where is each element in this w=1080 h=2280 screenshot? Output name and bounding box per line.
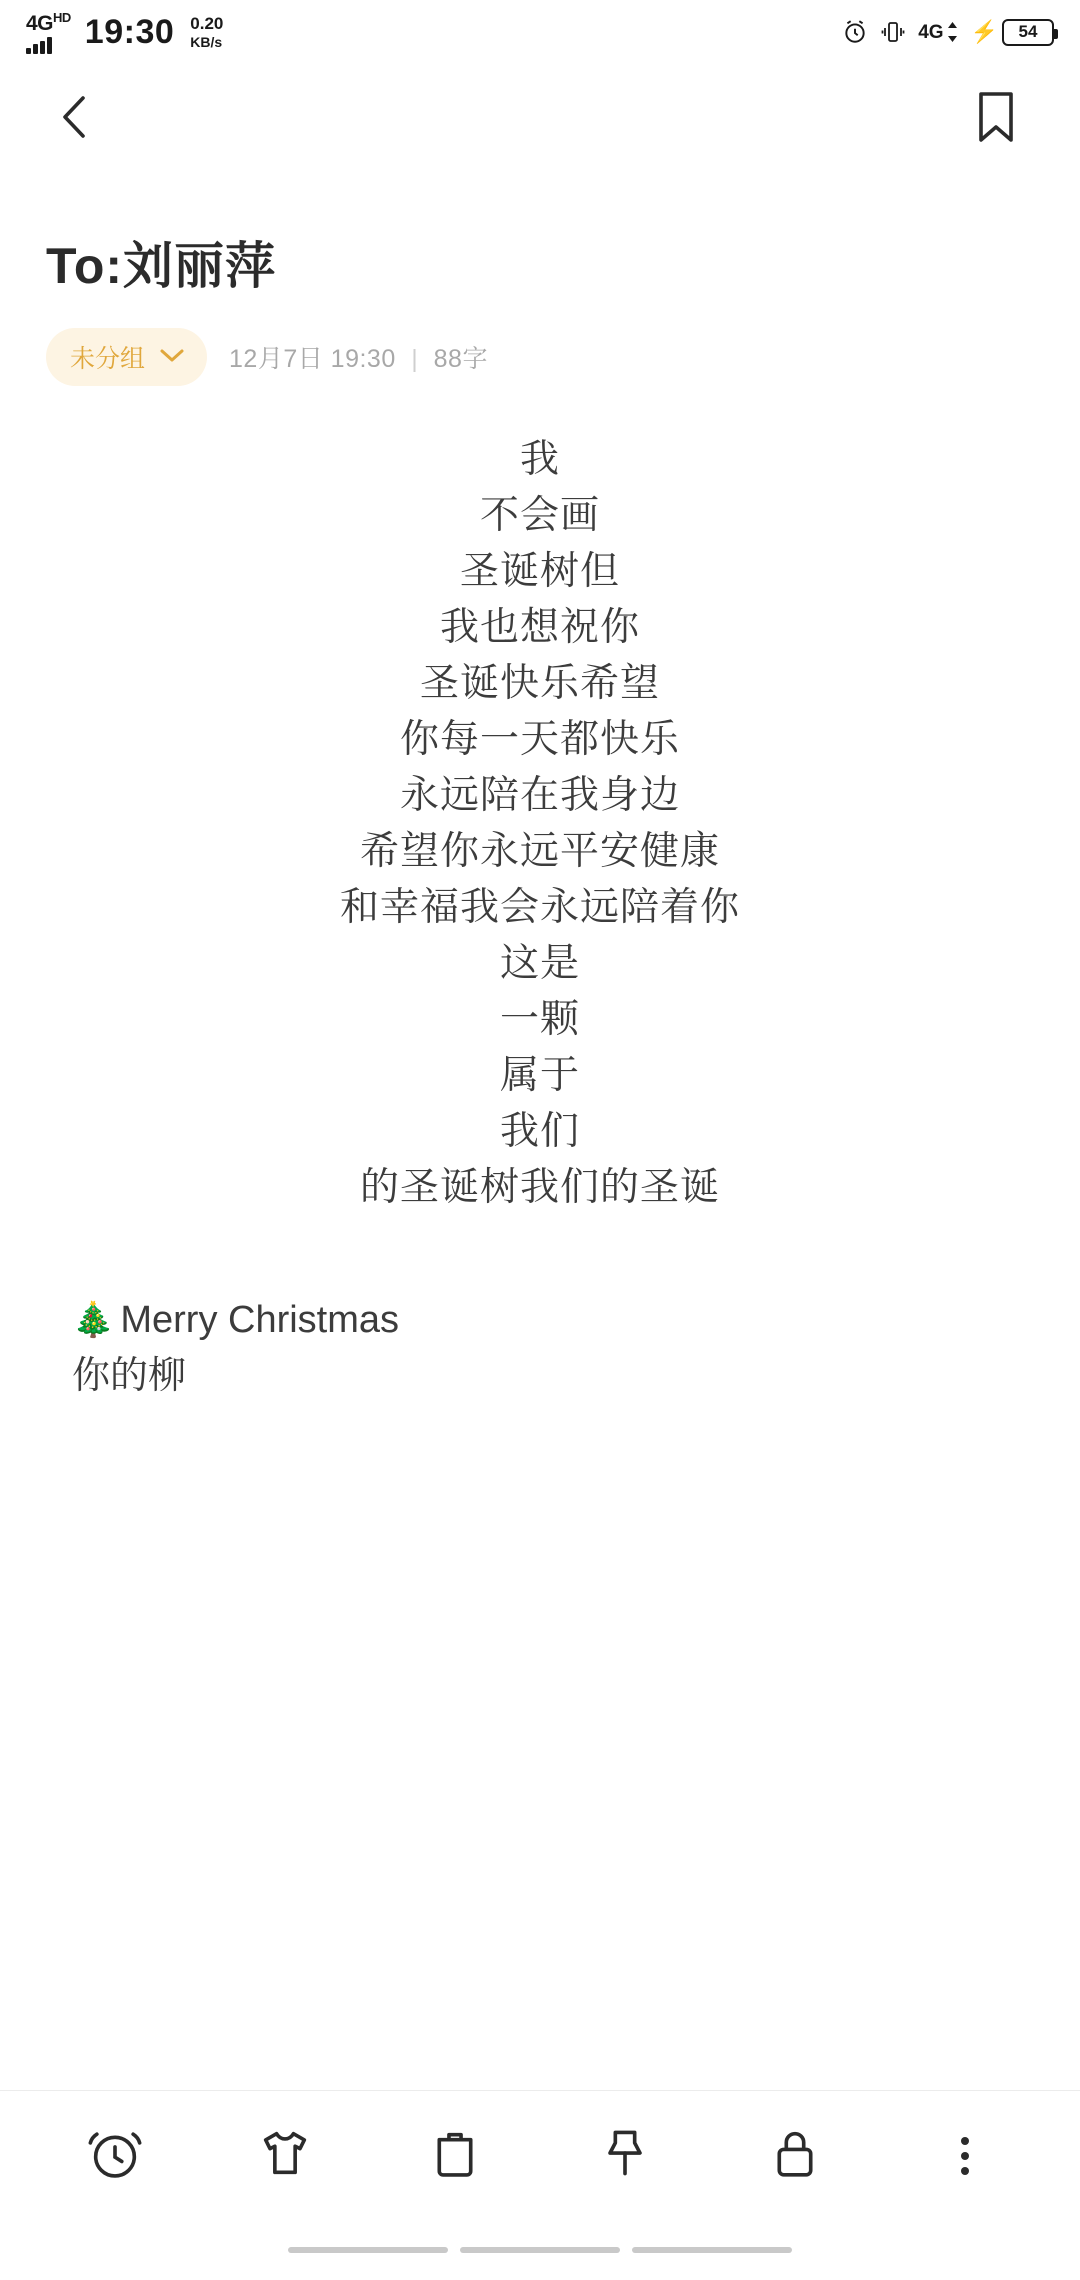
note-header xyxy=(0,174,1080,386)
alarm-clock-icon xyxy=(86,2124,144,2187)
lock-icon xyxy=(766,2124,824,2187)
note-line: 属于 xyxy=(499,1054,580,1097)
note-body[interactable] xyxy=(0,386,1080,1404)
page-title: To:刘丽萍 xyxy=(46,238,277,294)
note-line: 一颗 xyxy=(499,998,580,1041)
bookmark-icon xyxy=(974,89,1018,150)
group-label: 未分组 xyxy=(70,345,146,373)
status-bar-left xyxy=(26,11,223,54)
pin-button[interactable] xyxy=(580,2111,670,2201)
signal-strength-icon xyxy=(26,37,52,54)
note-line: 我 xyxy=(519,438,560,481)
bottom-toolbar xyxy=(0,2090,1080,2220)
note-date: 12月7日 19:30 xyxy=(229,345,396,373)
note-line: 这是 xyxy=(499,942,580,985)
christmas-tree-icon: 🎄 xyxy=(72,1301,115,1339)
status-bar-right xyxy=(842,19,1054,46)
note-meta-row xyxy=(46,328,1034,386)
tshirt-icon xyxy=(256,2124,314,2187)
alarm-reminder-button[interactable] xyxy=(70,2111,160,2201)
note-poem xyxy=(46,432,1034,1216)
nav-back-indicator[interactable] xyxy=(288,2247,448,2253)
signature-greeting: Merry Christmas xyxy=(120,1299,400,1341)
note-line: 圣诞树但 xyxy=(459,550,620,593)
note-line: 我们 xyxy=(499,1110,580,1153)
more-vertical-icon xyxy=(961,2137,969,2175)
secondary-network-icon xyxy=(918,21,957,43)
secondary-network-label: 4G xyxy=(918,21,944,43)
more-options-button[interactable] xyxy=(920,2111,1010,2201)
group-selector[interactable] xyxy=(46,328,207,386)
nav-home-indicator[interactable] xyxy=(460,2247,620,2253)
status-bar xyxy=(0,0,1080,64)
skin-theme-button[interactable] xyxy=(240,2111,330,2201)
top-navigation-bar xyxy=(0,64,1080,174)
network-type-label xyxy=(26,11,71,34)
battery-percent-label: 54 xyxy=(1018,22,1038,41)
network-type-text: 4G xyxy=(26,11,54,35)
data-arrows-icon xyxy=(947,21,958,43)
nav-recents-indicator[interactable] xyxy=(632,2247,792,2253)
note-line: 你每一天都快乐 xyxy=(399,718,680,761)
vibrate-icon xyxy=(881,19,905,45)
network-speed-value: 0.20 xyxy=(190,14,224,34)
note-line: 圣诞快乐希望 xyxy=(419,662,660,705)
system-navigation-bar xyxy=(0,2220,1080,2280)
status-clock: 19:30 xyxy=(84,12,175,51)
network-type-sup: HD xyxy=(53,9,71,25)
note-signature xyxy=(46,1292,1034,1404)
note-line: 希望你永远平安健康 xyxy=(359,830,720,873)
battery-icon xyxy=(1002,19,1054,46)
note-line: 和幸福我会永远陪着你 xyxy=(339,886,740,929)
note-line: 永远陪在我身边 xyxy=(399,774,680,817)
network-indicator xyxy=(26,11,71,54)
alarm-icon xyxy=(842,19,868,45)
note-meta-text xyxy=(229,339,488,375)
signature-from: 你的柳 xyxy=(72,1355,187,1397)
network-speed-indicator xyxy=(190,14,223,50)
signature-greeting-line xyxy=(72,1292,1034,1348)
bookmark-button[interactable] xyxy=(968,87,1024,151)
back-icon xyxy=(56,91,96,148)
meta-separator: | xyxy=(411,345,419,373)
note-line: 的圣诞树我们的圣诞 xyxy=(359,1166,720,1209)
back-button[interactable] xyxy=(48,91,104,147)
charging-bolt-icon: ⚡ xyxy=(970,19,998,44)
chevron-down-icon xyxy=(157,345,187,370)
pushpin-icon xyxy=(596,2124,654,2187)
trash-icon xyxy=(426,2124,484,2187)
note-line: 我也想祝你 xyxy=(439,606,640,649)
network-speed-unit: KB/s xyxy=(190,33,223,50)
note-line: 不会画 xyxy=(479,494,600,537)
battery-indicator xyxy=(971,19,1054,46)
delete-button[interactable] xyxy=(410,2111,500,2201)
note-word-count: 88字 xyxy=(433,345,488,373)
lock-button[interactable] xyxy=(750,2111,840,2201)
